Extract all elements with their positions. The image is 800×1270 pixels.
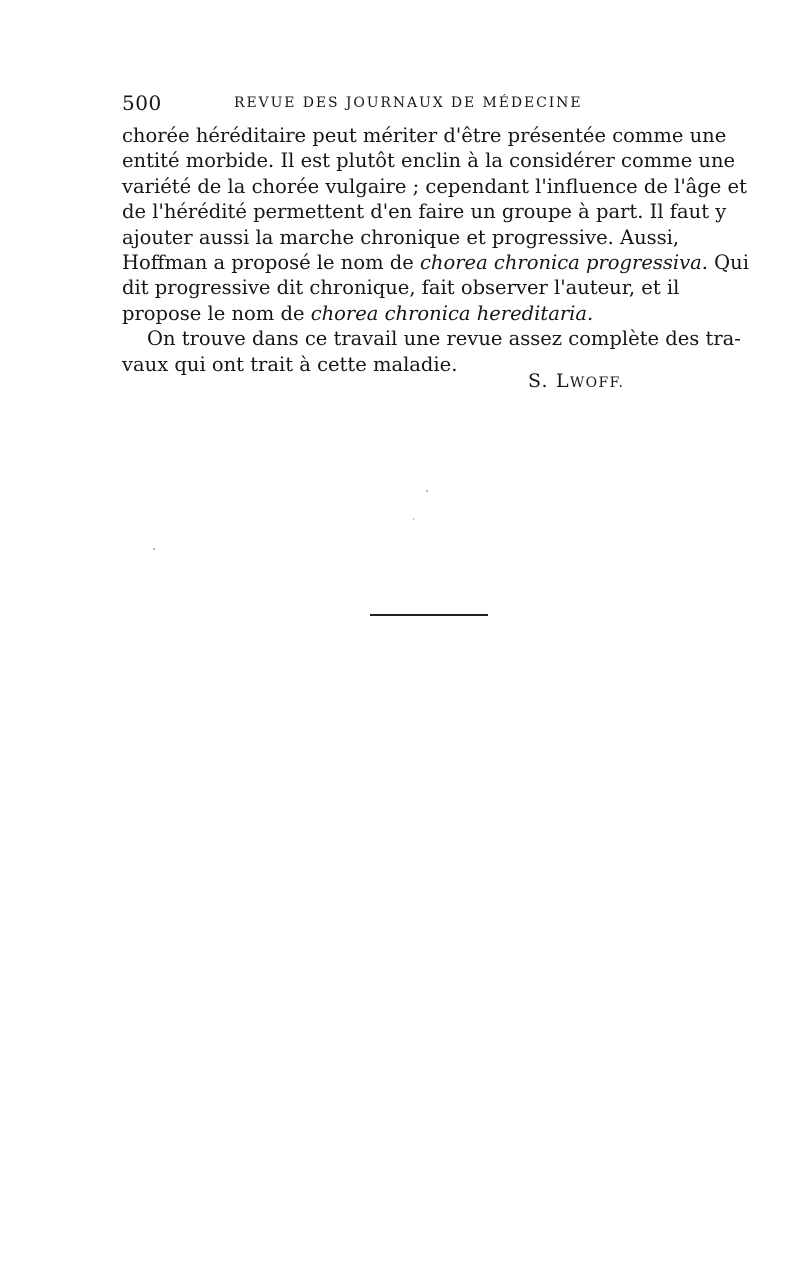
signature-rest: WOFF. xyxy=(569,375,625,391)
text-line: variété de la chorée vulgaire ; cependant l'influence de l'âge et xyxy=(122,174,747,198)
text-line: chorée héréditaire peut mériter d'être présentée comme une xyxy=(122,124,727,147)
text-line: entité morbide. Il est plutôt enclin à la considérer comme une xyxy=(122,149,736,173)
text-line: dit progressive dit chronique, fait observer l'auteur, et il xyxy=(122,276,680,300)
running-head: REVUE DES JOURNAUX DE MÉDECINE xyxy=(234,95,583,111)
text-fragment: propose le nom de xyxy=(122,301,311,325)
signature-initial: S. L xyxy=(528,370,570,392)
page-header xyxy=(122,90,682,116)
text-line: ajouter aussi la marche chronique et progressive. Aussi, xyxy=(122,225,680,249)
text-line xyxy=(122,301,678,326)
print-speck xyxy=(153,548,155,550)
print-speck xyxy=(413,518,414,520)
text-line xyxy=(122,250,749,275)
text-fragment: Qui xyxy=(707,250,749,274)
author-signature xyxy=(528,368,624,396)
italic-term: chorea chronica hereditaria. xyxy=(310,301,594,325)
page-number: 500 xyxy=(122,91,162,115)
italic-term: chorea chronica progressiva. xyxy=(420,250,708,274)
section-rule xyxy=(370,614,488,616)
text-line: de l'hérédité permettent d'en faire un groupe à part. Il faut y xyxy=(122,200,727,224)
text-line: On trouve dans ce travail une revue assez complète des tra- xyxy=(147,327,741,351)
print-speck xyxy=(426,490,428,492)
text-line: vaux qui ont trait à cette maladie. xyxy=(122,352,458,376)
text-fragment: Hoffman a proposé le nom de xyxy=(122,250,420,274)
review-text xyxy=(122,123,749,377)
